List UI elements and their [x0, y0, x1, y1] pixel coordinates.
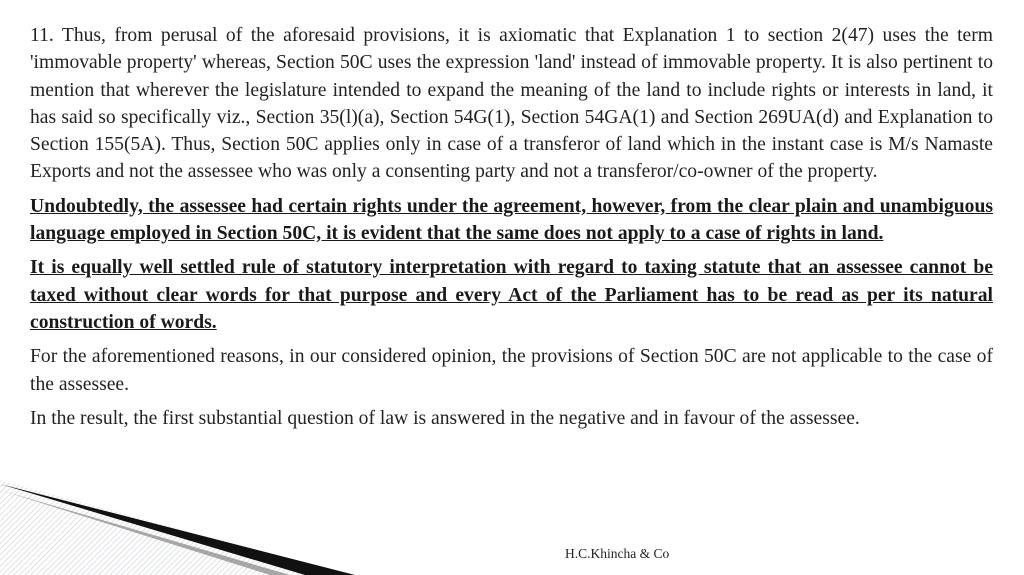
slide-body: [30, 22, 993, 439]
paragraph-result: In the result, the first substantial question of law is answered in the negative and in favour of the assessee.: [30, 407, 860, 429]
paragraph-statutory-interpretation: It is equally well settled rule of statutory interpretation with regard to taxing statute that an assessee cannot be taxed without clear words for that purpose and every Act of the Parliament has to be read as per its natural construction of words.: [30, 257, 993, 333]
footer-firm-name: H.C.Khincha & Co: [565, 546, 670, 561]
paragraph-conclusion-reasons: For the aforementioned reasons, in our considered opinion, the provisions of Section 50C are not applicable to the case of the assessee.: [30, 346, 993, 395]
paragraph-rights-in-land: Undoubtedly, the assessee had certain rights under the agreement, however, from the clear plain and unambiguous language employed in Section 50C, it is evident that the same does not apply to a case of rights in land.: [30, 195, 993, 245]
paragraph-section-50c-analysis: 11. Thus, from perusal of the aforesaid provisions, it is axiomatic that Explanation 1 to section 2(47) uses the term 'immovable property' whereas, Section 50C uses the expression 'land' instead of immovable property. It is also pertinent to mention that wherever the legislature intended to expand the meaning of the land to include rights or interests in land, it has said so specifically viz., Section 35(l)(a), Section 54G(1), Section 54GA(1) and Section 269UA(d) and Explanation to Section 155(5A). Thus, Section 50C applies only in case of a transferor of land which in the instant case is M/s Namaste Exports and not the assessee who was only a consenting party and not a transferor/co-owner of the property.: [30, 25, 993, 183]
